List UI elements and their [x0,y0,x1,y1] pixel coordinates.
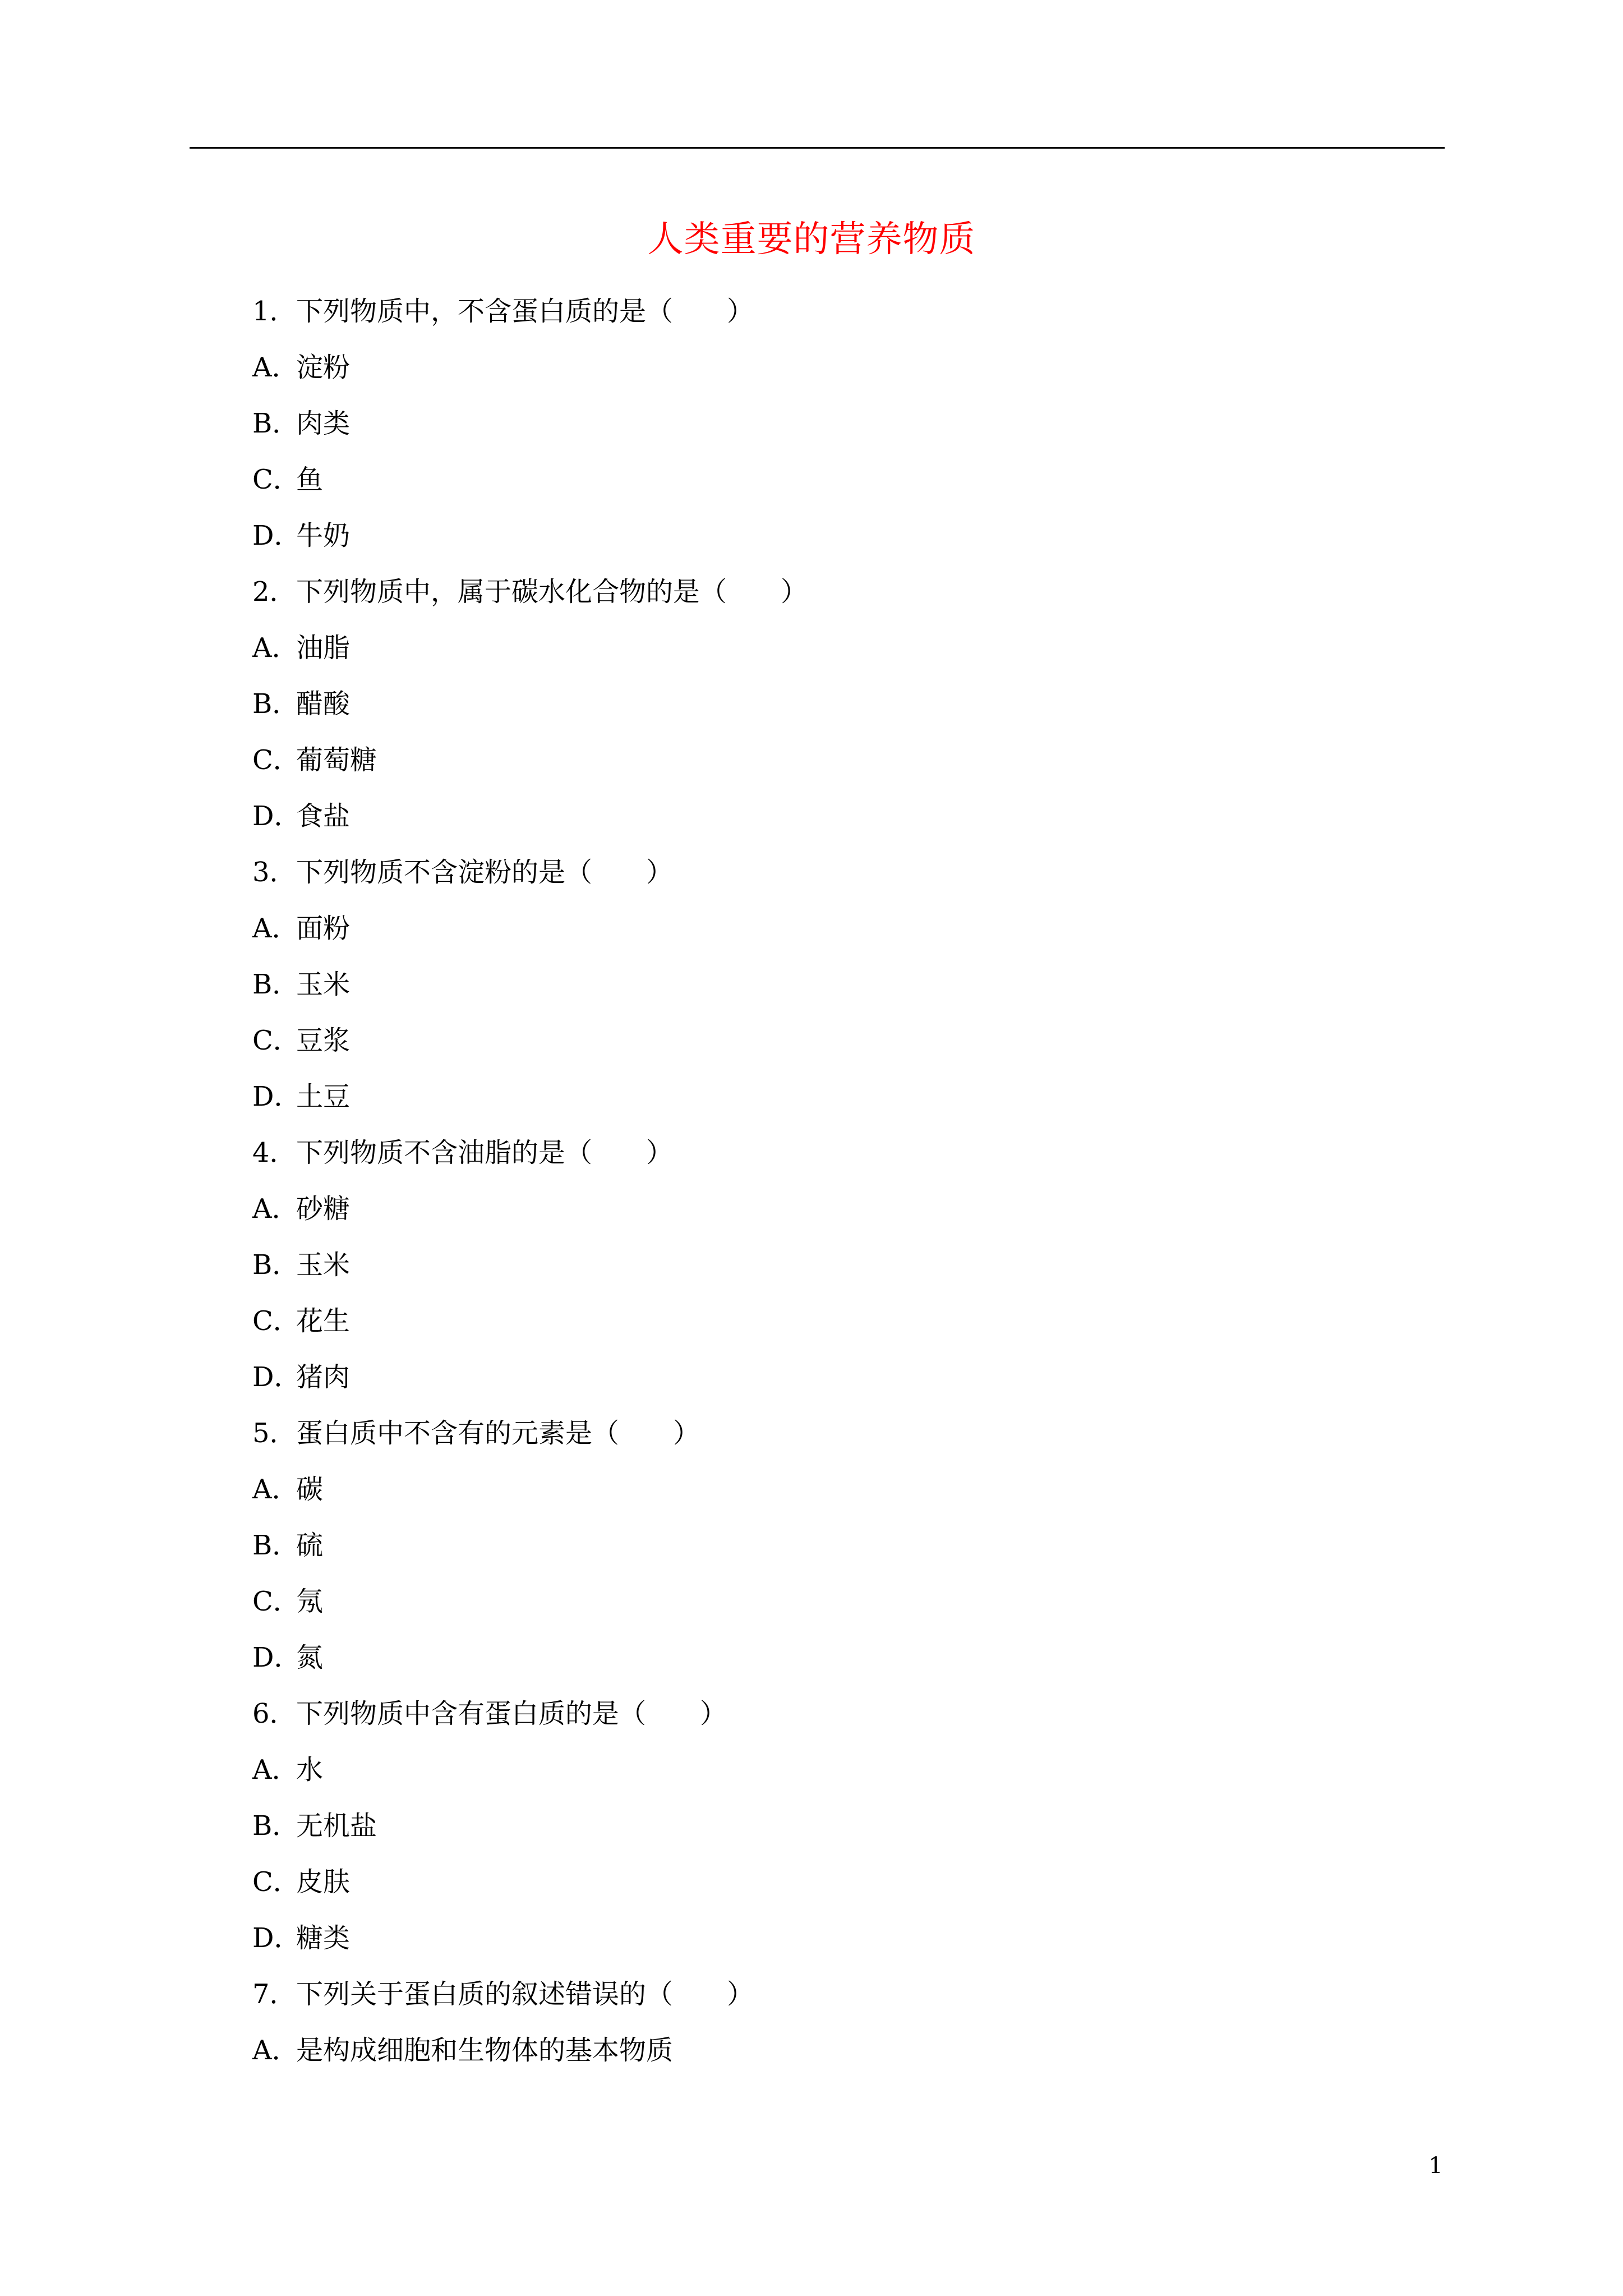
question-number: 4． [252,1137,297,1168]
option-text: 氖 [296,1585,324,1617]
option-item [252,673,1430,729]
question-stem [252,841,1430,898]
option-item [252,505,1430,561]
question-text: 下列物质不含油脂的是（ ） [296,1137,674,1168]
option-item [252,1066,1430,1122]
option-label: A． [252,2034,299,2066]
option-item [252,1571,1430,1627]
option-label: A． [252,632,299,664]
option-item [252,337,1430,393]
option-label: C． [252,463,300,495]
option-label: D． [252,1080,301,1112]
option-item [252,1178,1430,1234]
option-text: 食盐 [296,800,351,832]
option-text: 砂糖 [296,1193,351,1225]
option-label: D． [252,519,301,551]
option-text: 淀粉 [296,351,351,383]
question-text: 下列关于蛋白质的叙述错误的（ ） [296,1978,754,2010]
option-item [252,898,1430,954]
option-text: 猪肉 [296,1361,351,1393]
option-label: C． [252,1024,300,1056]
question-number: 5． [252,1417,297,1449]
option-label: A． [252,912,299,944]
option-label: C． [252,744,300,776]
option-item [252,617,1430,673]
option-text: 是构成细胞和生物体的基本物质 [296,2034,674,2066]
option-text: 无机盐 [296,1810,377,1842]
question-number: 2． [252,576,297,608]
question-list [252,280,1430,2076]
question-number: 1． [252,295,297,327]
option-item [252,1515,1430,1571]
question-number: 6． [252,1697,297,1729]
option-item [252,729,1430,785]
question-number: 7． [252,1978,297,2010]
option-item [252,1234,1430,1290]
option-item [252,1627,1430,1683]
option-text: 水 [296,1754,324,1786]
option-text: 鱼 [296,463,324,495]
option-item [252,393,1430,449]
question-text: 蛋白质中不含有的元素是（ ） [296,1417,700,1449]
option-label: B． [252,1249,299,1281]
option-label: B． [252,407,299,439]
option-text: 葡萄糖 [296,744,377,776]
option-text: 豆浆 [296,1024,351,1056]
option-item [252,1795,1430,1851]
question-text: 下列物质中，属于碳水化合物的是（ ） [296,576,808,608]
question-stem [252,1122,1430,1178]
option-text: 糖类 [296,1922,351,1954]
option-label: C． [252,1305,300,1337]
option-label: B． [252,1529,299,1561]
option-label: B． [252,968,299,1000]
option-text: 醋酸 [296,688,351,720]
option-label: A． [252,1193,299,1225]
option-label: D． [252,1361,301,1393]
option-text: 花生 [296,1305,351,1337]
option-text: 碳 [296,1473,324,1505]
option-text: 皮肤 [296,1866,351,1898]
option-item [252,1346,1430,1402]
option-item [252,1739,1430,1795]
option-item [252,1851,1430,1907]
option-item [252,1458,1430,1515]
option-text: 油脂 [296,632,351,664]
option-text: 玉米 [296,1249,351,1281]
option-label: C． [252,1585,300,1617]
option-item [252,1010,1430,1066]
question-text: 下列物质中，不含蛋白质的是（ ） [296,295,754,327]
header-rule [190,147,1445,149]
option-label: B． [252,688,299,720]
option-text: 硫 [296,1529,324,1561]
option-label: A． [252,1473,299,1505]
option-label: D． [252,1922,301,1954]
question-text: 下列物质不含淀粉的是（ ） [296,856,674,888]
option-item [252,1290,1430,1346]
question-stem [252,1963,1430,2019]
option-item [252,954,1430,1010]
option-text: 面粉 [296,912,351,944]
option-text: 牛奶 [296,519,351,551]
option-label: D． [252,800,301,832]
option-text: 土豆 [296,1080,351,1112]
question-stem [252,1402,1430,1458]
option-item [252,785,1430,841]
option-label: C． [252,1866,300,1898]
question-stem [252,561,1430,617]
option-text: 氮 [296,1641,324,1673]
question-text: 下列物质中含有蛋白质的是（ ） [296,1697,727,1729]
option-item [252,1907,1430,1963]
option-item [252,449,1430,505]
option-label: B． [252,1810,299,1842]
document-title: 人类重要的营养物质 [647,219,976,260]
question-stem [252,1683,1430,1739]
option-label: D． [252,1641,301,1673]
option-item [252,2019,1430,2076]
page-number: 1 [1428,2153,1443,2179]
option-text: 肉类 [296,407,351,439]
option-label: A． [252,1754,299,1786]
question-number: 3． [252,856,297,888]
option-text: 玉米 [296,968,351,1000]
question-stem [252,280,1430,337]
option-label: A． [252,351,299,383]
